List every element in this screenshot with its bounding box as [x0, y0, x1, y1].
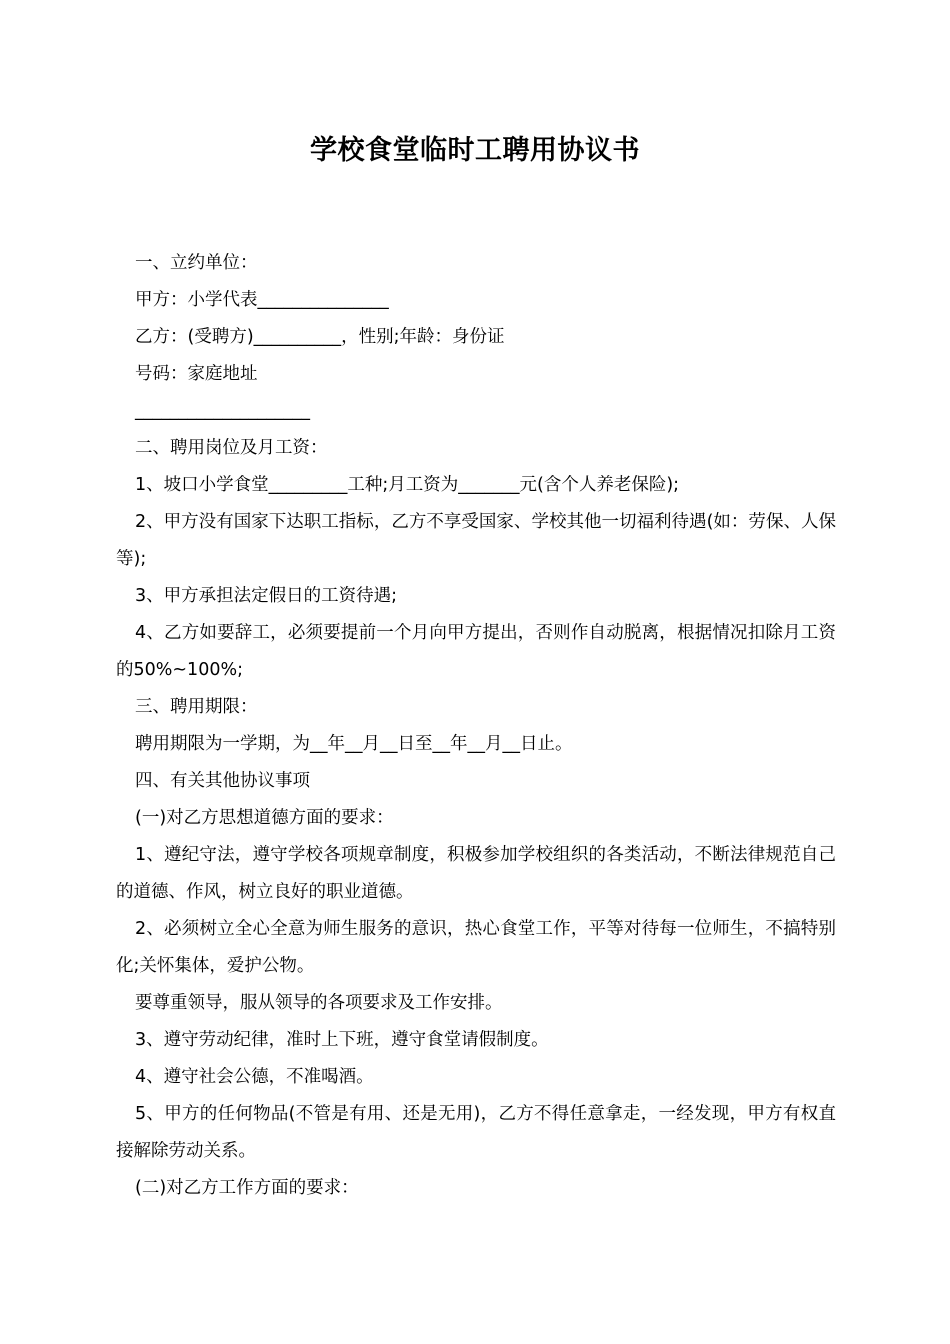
- section-heading-term: 三、聘用期限：: [135, 697, 258, 717]
- party-b-id-line: 号码：家庭地址: [135, 364, 258, 384]
- clause-paragraph: 2、必须树立全心全意为师生服务的意识，热心食堂工作，平等对待每一位师生，不搞特别化;关怀集体，爱护公物。: [116, 919, 836, 976]
- section-heading-position: 二、聘用岗位及月工资：: [135, 438, 328, 458]
- clause-paragraph: 4、乙方如要辞工，必须要提前一个月向甲方提出，否则作自动脱离，根据情况扣除月工资的50%~100%;: [116, 623, 836, 680]
- clause-paragraph: 聘用期限为一学期，为__年__月__日至__年__月__日止。: [135, 734, 573, 754]
- document-title: 学校食堂临时工聘用协议书: [310, 135, 640, 166]
- section-heading-parties: 一、立约单位：: [135, 253, 258, 273]
- clause-paragraph: 4、遵守社会公德，不准喝酒。: [135, 1067, 374, 1087]
- clause-paragraph: 5、甲方的任何物品(不管是有用、还是无用)，乙方不得任意拿走，一经发现，甲方有权直接解除劳动关系。: [116, 1104, 836, 1161]
- subsection-heading-morals: (一)对乙方思想道德方面的要求：: [135, 808, 394, 828]
- document-body: [116, 245, 836, 1207]
- clause-paragraph: 1、遵纪守法，遵守学校各项规章制度，积极参加学校组织的各类活动，不断法律规范自己的道德、作风，树立良好的职业道德。: [116, 845, 836, 902]
- clause-paragraph: 3、甲方承担法定假日的工资待遇;: [135, 586, 398, 606]
- party-a-line: 甲方：小学代表_______________: [135, 290, 389, 310]
- clause-paragraph: 2、甲方没有国家下达职工指标，乙方不享受国家、学校其他一切福利待遇(如：劳保、人保等);: [116, 512, 836, 569]
- address-blank-line: ____________________: [135, 401, 310, 421]
- party-b-line: 乙方：(受聘方)__________，性别;年龄：身份证: [135, 327, 505, 347]
- clause-paragraph: 要尊重领导，服从领导的各项要求及工作安排。: [135, 993, 503, 1013]
- clause-paragraph: 1、坡口小学食堂_________工种;月工资为_______元(含个人养老保险);: [135, 475, 680, 495]
- subsection-heading-work: (二)对乙方工作方面的要求：: [135, 1178, 359, 1198]
- clause-paragraph: 3、遵守劳动纪律，准时上下班，遵守食堂请假制度。: [135, 1030, 549, 1050]
- section-heading-other: 四、有关其他协议事项: [135, 771, 310, 791]
